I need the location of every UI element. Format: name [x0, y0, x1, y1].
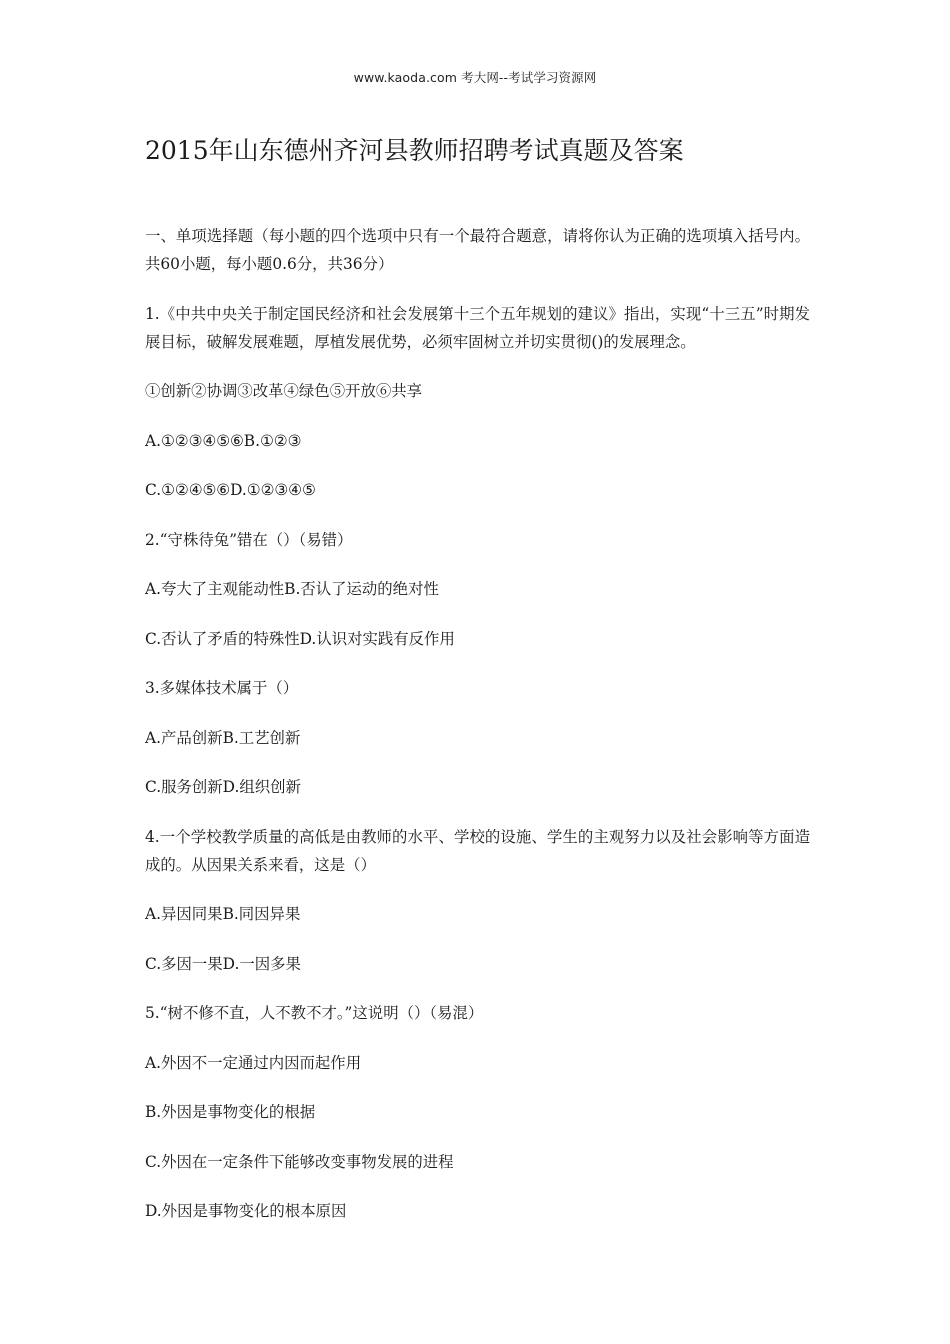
- question-5-option-b: B.外因是事物变化的根据: [145, 1103, 316, 1121]
- question-1: 1.《中共中央关于制定国民经济和社会发展第十三个五年规划的建议》指出，实现“十三五”时期发展目标，破解发展难题，厚植发展优势，必须牢固树立并切实贯彻()的发展理念。: [145, 304, 810, 351]
- question-5-option-c: C.外因在一定条件下能够改变事物发展的进程: [145, 1152, 454, 1171]
- question-4-options-ab: A.异因同果B.同因异果: [145, 905, 301, 923]
- question-4: 4.一个学校教学质量的高低是由教师的水平、学校的设施、学生的主观努力以及社会影响等方面造成的。从因果关系来看，这是（）: [145, 827, 810, 874]
- page-title: 2015年山东德州齐河县教师招聘考试真题及答案: [145, 136, 684, 165]
- question-2: 2.“守株待兔”错在（）（易错）: [145, 530, 353, 549]
- exam-content: [145, 222, 810, 1247]
- question-5-option-a: A.外因不一定通过内因而起作用: [145, 1053, 362, 1072]
- question-1-items: ①创新②协调③改革④绿色⑤开放⑥共享: [145, 382, 423, 400]
- question-3: 3.多媒体技术属于（）: [145, 679, 299, 697]
- site-header: www.kaoda.com 考大网--考试学习资源网: [353, 70, 597, 85]
- question-2-options-ab: A.夸大了主观能动性B.否认了运动的绝对性: [145, 580, 439, 598]
- section-instructions: 一、单项选择题（每小题的四个选项中只有一个最符合题意，请将你认为正确的选项填入括号内。共60小题，每小题0.6分，共36分）: [145, 227, 810, 273]
- question-1-options-ab: A.①②③④⑤⑥B.①②③: [145, 431, 302, 450]
- question-3-options-cd: C.服务创新D.组织创新: [145, 778, 301, 796]
- question-5: 5.“树不修不直，人不教不才。”这说明（）（易混）: [145, 1004, 484, 1022]
- question-5-option-d: D.外因是事物变化的根本原因: [145, 1202, 347, 1220]
- question-2-options-cd: C.否认了矛盾的特殊性D.认识对实践有反作用: [145, 629, 455, 648]
- question-4-options-cd: C.多因一果D.一因多果: [145, 954, 301, 973]
- question-1-options-cd: C.①②④⑤⑥D.①②③④⑤: [145, 481, 316, 499]
- question-3-options-ab: A.产品创新B.工艺创新: [145, 728, 301, 747]
